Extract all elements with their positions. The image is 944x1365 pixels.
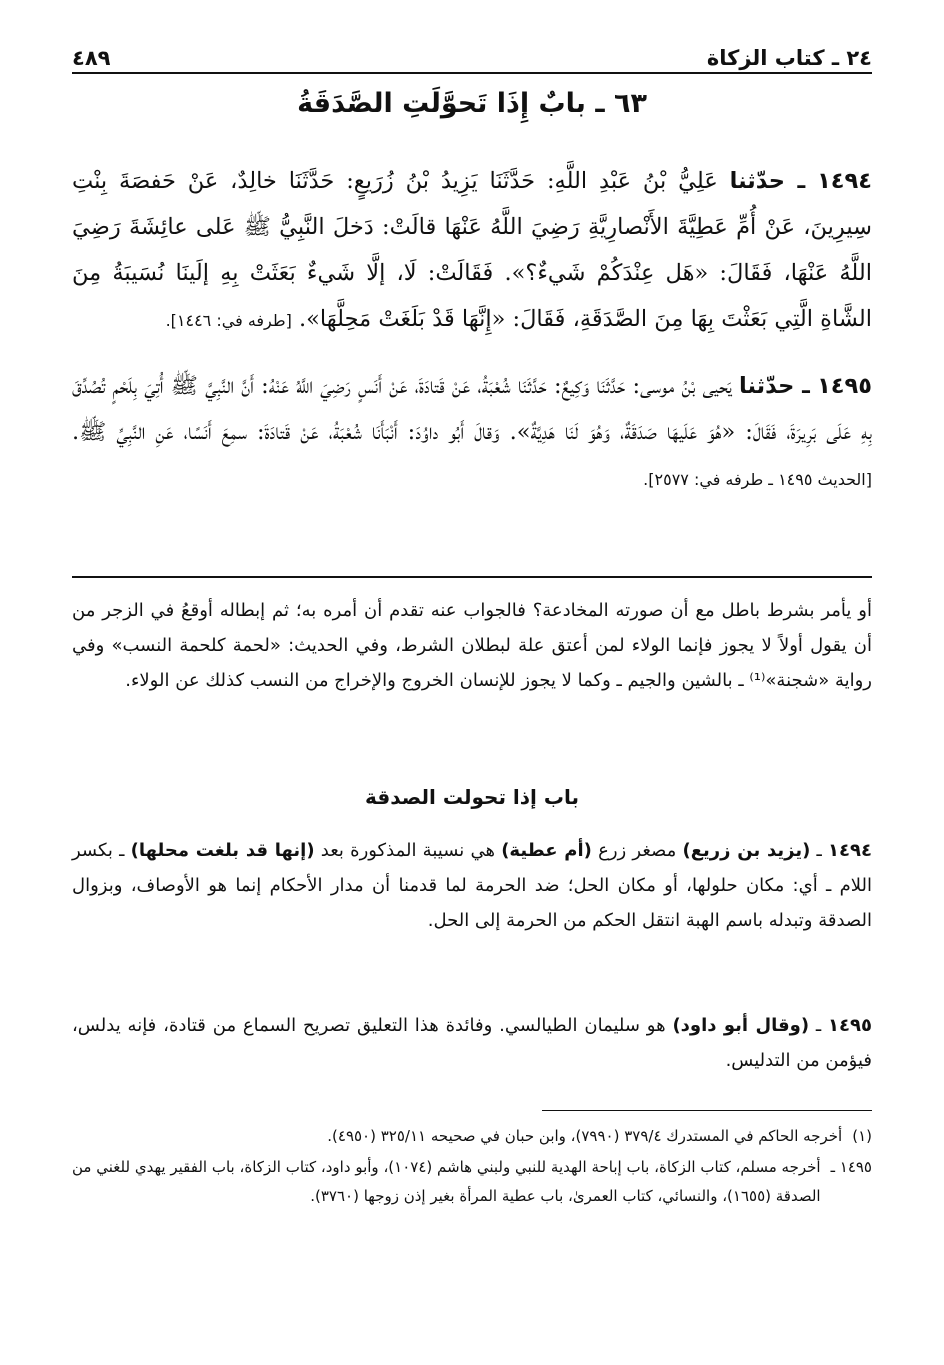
commentary-entry-1494: ١٤٩٤ ـ (يزيد بن زريع) مصغر زرع (أم عطية) هي نسيبة المذكورة بعد (إنها قد بلغت محلها) ـ بكسر اللام ـ أي: مكان حلولها، أو مكان الحل؛ ضد الحرمة لما قدمنا أن مدار الأحكام إنما هو الأوصاف، وبزوال الصدقة وتبدله باسم الهبة انتقل الحكم من الحرمة إلى الحل.	[72, 840, 872, 931]
entry-gloss: هي نسيبة المذكورة بعد	[314, 840, 502, 861]
page-number: ٤٨٩	[72, 46, 111, 70]
hadith-lead: ـ حدّثنا	[729, 168, 806, 194]
commentary-intro: أو يأمر بشرط باطل مع أن صورته المخادعة؟ فالجواب عنه تقدم أن أمره به؛ ثم إبطاله أوقعُ في الزجر من أن يقول أولاً لا يجوز فإنما الولاء لمن أعتق علة لبطلان الشرط، وفي الحديث: «لحمة كلحمة النسب» وفي رواية «شجنة»⁽¹⁾ ـ بالشين والجيم ـ وكما لا يجوز للإنسان الخروج والإخراج من النسب كذلك عن الولاء.	[72, 600, 872, 691]
hadith-text: عَلِيُّ بْنُ عَبْدِ اللَّهِ: حَدَّثَنَا يَزِيدُ بْنُ زُرَيعٍ: حَدَّثَنَا خالِدٌ، عَنْ حَفصَةَ بِنْتِ سِيرِينَ، عَنْ أُمِّ عَطِيَّةَ الأَنْصارِيَّةِ رَضِيَ اللَّهُ عَنْهَا قالَتْ: دَخلَ النَّبِيُّ ﷺ عَلى عائِشَةَ رَضِيَ اللَّهُ عَنْهَا، فَقَالَ: «هَل عِنْدَكُمْ شَيءٌ؟». فَقَالَتْ: لَا، إلَّا شَيءٌ بَعَثَتْ بِهِ إلَينَا نُسَيبَةُ مِنَ الشَّاةِ الَّتِي بَعَثْتَ بِهَا مِنَ الصَّدَقَةِ، فَقَالَ: «إِنَّهَا قَدْ بَلَغَتْ مَحِلَّهَا».	[72, 168, 872, 332]
chapter-running-title: ٢٤ ـ كتاب الزكاة	[706, 46, 872, 70]
entry-number: ١٤٩٤	[828, 840, 872, 861]
entry-lemma: (أم عطية)	[501, 840, 592, 861]
commentary-entry-1495: ١٤٩٥ ـ (وقال أبو داود) هو سليمان الطيالسي. وفائدة هذا التعليق تصريح السماع من قتادة، فإنه يدلس، فيؤمن من التدليس.	[72, 1015, 872, 1071]
hadith-text: يَحيى بْنُ موسى: حَدَّثَنَا وَكِيعٌ: حَدَّثَنَا شُعْبَةُ، عَنْ قَتادَةَ، عَنْ أَنَسٍ رَضِيَ اللَّهُ عَنْهُ: أَنَّ النَّبِيَّ ﷺ أُتِيَ بِلَحْمٍ تُصُدِّقَ بِهِ عَلَى بَرِيرَةَ، فَقَالَ: «هُوَ عَلَيهَا صَدَقَةٌ، وَهُوَ لَنَا هَدِيَّةٌ». وَقالَ أَبُو داوُدَ: أَنْبَأَنَا شُعْبَةُ، عَنْ قَتادَةَ: سمِعَ أَنَسًا، عَنِ النَّبِيِّ ﷺ.	[72, 373, 872, 445]
entry-number: ١٤٩٥	[828, 1015, 872, 1036]
footnote-text: أخرجه مسلم، كتاب الزكاة، باب إباحة الهدية للنبي ولبني هاشم (١٠٧٤)، وأبو داود، كتاب الزكاة، باب الفقير يهدي للغني من الصدقة (١٦٥٥)، والنسائي، كتاب العمرىٰ، باب عطية المرأة بغير إذن زوجها (٣٧٦٠).	[72, 1158, 821, 1205]
footnote-mark: ١٤٩٥ ـ	[830, 1158, 872, 1176]
hadith-1494	[72, 158, 872, 344]
hadith-number: ١٤٩٥	[817, 373, 873, 399]
entry-gloss: ـ بكسر اللام ـ أي: مكان حلولها، أو مكان الحل؛ ضد الحرمة لما قدمنا أن مدار الأحكام إنما هو الأوصاف، وبزوال الصدقة وتبدله باسم الهبة انتقل الحكم من الحرمة إلى الحل.	[72, 840, 872, 931]
hadith-lead: ـ حدّثنا	[739, 373, 810, 399]
text-commentary-divider	[72, 576, 872, 578]
footnote	[72, 1153, 872, 1211]
hadith-number: ١٤٩٤	[817, 168, 873, 194]
footnote-rule	[542, 1110, 872, 1111]
chapter-title: ٦٣ ـ بابٌ إِذَا تَحوَّلَتِ الصَّدَقَةُ	[297, 88, 647, 119]
entry-lemma: (وقال أبو داود)	[672, 1015, 810, 1036]
hadith-cross-reference: [الحديث ١٤٩٥ ـ طرفه في: ٢٥٧٧].	[643, 470, 872, 489]
commentary-heading: باب إذا تحولت الصدقة	[365, 785, 579, 809]
entry-gloss: مصغر زرع	[591, 840, 683, 861]
footnote-mark: (١)	[852, 1127, 872, 1145]
entry-lemma: (إنها قد بلغت محلها)	[130, 840, 315, 861]
running-head	[72, 36, 872, 74]
footnotes	[72, 1122, 872, 1211]
footnote	[72, 1122, 872, 1151]
entry-lemma: (يزيد بن زريع)	[682, 840, 811, 861]
hadith-cross-reference: [طرفه في: ١٤٤٦].	[165, 311, 292, 330]
hadith-1495	[72, 363, 872, 503]
entry-gloss: هو سليمان الطيالسي. وفائدة هذا التعليق تصريح السماع من قتادة، فإنه يدلس، فيؤمن من التدليس.	[72, 1015, 872, 1071]
footnote-text: أخرجه الحاكم في المستدرك ٣٧٩/٤ (٧٩٩٠)، وابن حبان في صحيحه ٣٢٥/١١ (٤٩٥٠).	[327, 1127, 843, 1145]
